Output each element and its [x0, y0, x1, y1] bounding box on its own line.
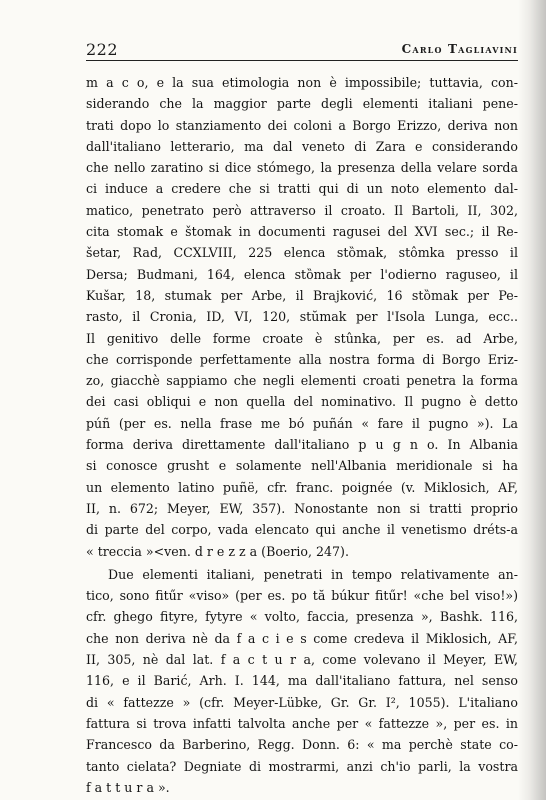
text-line: II, n. 672; Meyer, EW, 357). Nonostante non si tratti proprio: [86, 500, 518, 516]
text-line: f a t t u r a ».: [86, 779, 170, 795]
text-line: « treccia »<ven. d r e z z a (Boerio, 247).: [86, 543, 349, 559]
running-head-author: Carlo Tagliavini: [401, 42, 518, 56]
text-line: šetar, Rad, CCXLVIII, 225 elenca stȍmak, stômka presso il: [86, 245, 518, 261]
page-header: [86, 40, 518, 61]
text-line: 116, e il Barić, Arh. I. 144, ma dall'italiano fattura, nel senso: [86, 673, 518, 689]
text-line: II, 305, nè dal lat. f a c t u r a, come volevano il Meyer, EW,: [86, 652, 518, 668]
text-line: forma deriva direttamente dall'italiano p u g n o. In Albania: [86, 437, 518, 453]
text-line: dall'italiano letterario, ma dal veneto di Zara e considerando: [86, 138, 518, 154]
text-line: che nello zaratino si dice stómego, la presenza della velare sorda: [86, 160, 518, 176]
page-number: 222: [86, 40, 119, 59]
text-line: che corrisponde perfettamente alla nostra forma di Borgo Eriz-: [86, 351, 518, 367]
text-line: rasto, il Cronia, ID, VI, 120, stŭmak per l'Isola Lunga, ecc..: [86, 309, 518, 325]
text-line: tanto cielata? Degniate di mostrarmi, anzi ch'io parli, la vostra: [86, 758, 518, 774]
text-line: dei casi obliqui e non quella del nominativo. Il pugno è detto: [86, 394, 518, 410]
text-line: siderando che la maggior parte degli elementi italiani pene-: [86, 96, 518, 112]
paragraph: [86, 72, 518, 562]
text-line: cita stomak e štomak in documenti ragusei del XVI sec.; il Re-: [86, 224, 518, 240]
text-line: Francesco da Barberino, Regg. Donn. 6: « ma perchè state co-: [86, 737, 518, 753]
text-line: che non deriva nè da f a c i e s come credeva il Miklosich, AF,: [86, 630, 518, 646]
text-line: Dersa; Budmani, 164, elenca stȍmak per l'odierno raguseo, il: [86, 266, 518, 282]
text-line: púñ (per es. nella frase me bó puñán « fare il pugno »). La: [86, 415, 518, 431]
text-line: cfr. ghego fityre, fytyre « volto, faccia, presenza », Bashk. 116,: [86, 609, 518, 625]
text-line: trati dopo lo stanziamento dei coloni a Borgo Erizzo, deriva non: [86, 117, 518, 133]
text-line: fattura si trova infatti talvolta anche per « fattezze », per es. in: [86, 715, 518, 731]
body-text: [86, 72, 518, 798]
text-line: zo, giacchè sappiamo che negli elementi croati penetra la forma: [86, 373, 518, 389]
text-line: di « fattezze » (cfr. Meyer-Lübke, Gr. Gr. I², 1055). L'italiano: [86, 694, 518, 710]
text-line: Kušar, 18, stumak per Arbe, il Brajković, 16 stȍmak per Pe-: [86, 287, 518, 303]
text-line: m a c o, e la sua etimologia non è impossibile; tuttavia, con-: [86, 75, 518, 90]
text-line: Il genitivo delle forme croate è stûnka, per es. ad Arbe,: [86, 330, 518, 346]
paragraph: [86, 564, 518, 798]
text-line: tico, sono fitűr «viso» (per es. po tă búkur fitűr! «che bel viso!»): [86, 588, 518, 604]
page-gutter-shadow: [518, 0, 546, 800]
text-line: di parte del corpo, vada elencato qui anche il venetismo dréts-a: [86, 522, 518, 538]
text-line: si conosce grusht e solamente nell'Albania meridionale si ha: [86, 458, 518, 474]
text-line: un elemento latino puñë, cfr. franc. poignée (v. Miklosich, AF,: [86, 479, 518, 495]
text-line: Due elementi italiani, penetrati in tempo relativamente an-: [108, 566, 518, 582]
text-line: ci induce a credere che si tratti qui di un noto elemento dal-: [86, 181, 518, 197]
text-line: matico, penetrato però attraverso il croato. Il Bartoli, II, 302,: [86, 202, 518, 218]
